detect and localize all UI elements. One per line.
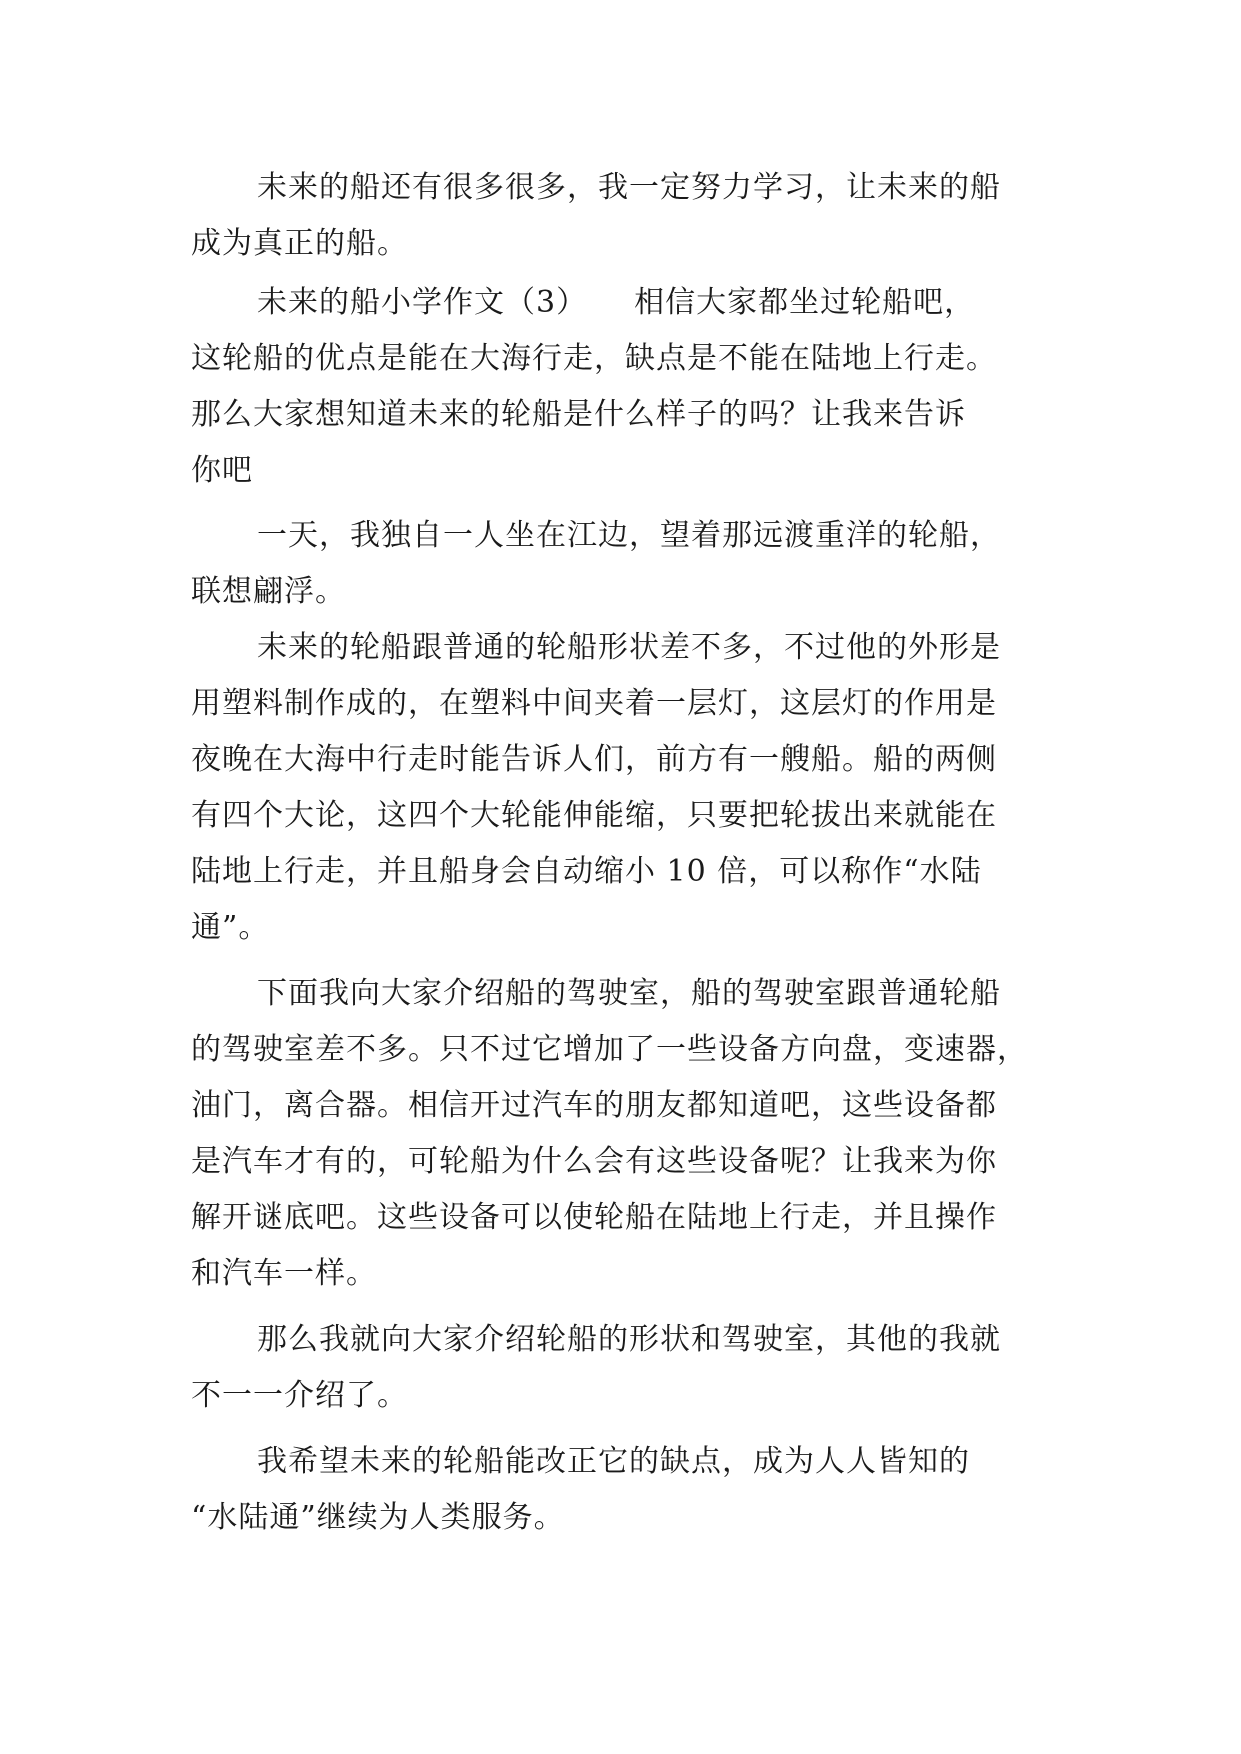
text-line: 是汽车才有的，可轮船为什么会有这些设备呢？让我来为你: [191, 1144, 997, 1179]
text-line: 未来的轮船跟普通的轮船形状差不多，不过他的外形是: [257, 630, 1001, 665]
text-line: 陆地上行走，并且船身会自动缩小 10 倍，可以称作“水陆: [191, 854, 982, 889]
text-line: 我希望未来的轮船能改正它的缺点，成为人人皆知的: [257, 1444, 970, 1479]
text-line: 油门，离合器。相信开过汽车的朋友都知道吧，这些设备都: [191, 1088, 997, 1123]
text-line: 那么我就向大家介绍轮船的形状和驾驶室，其他的我就: [257, 1322, 1001, 1357]
text-line: 夜晚在大海中行走时能告诉人们，前方有一艘船。船的两侧: [191, 742, 997, 777]
text-line: 通”。: [191, 910, 270, 945]
text-line: 下面我向大家介绍船的驾驶室，船的驾驶室跟普通轮船: [257, 976, 1001, 1011]
text-line: 一天，我独自一人坐在江边，望着那远渡重洋的轮船，: [257, 518, 1001, 553]
text-line: 用塑料制作成的，在塑料中间夹着一层灯，这层灯的作用是: [191, 686, 997, 721]
text-line: 未来的船还有很多很多，我一定努力学习，让未来的船: [257, 170, 1001, 205]
text-line: 联想翩浮。: [191, 574, 346, 609]
text-line: 不一一介绍了。: [191, 1378, 408, 1413]
text-line: “水陆通”继续为人类服务。: [191, 1500, 565, 1535]
text-line: 你吧: [191, 453, 253, 488]
text-line: 成为真正的船。: [191, 226, 408, 261]
text-line: 和汽车一样。: [191, 1256, 377, 1291]
text-line: 这轮船的优点是能在大海行走，缺点是不能在陆地上行走。: [191, 341, 997, 376]
text-line: 的驾驶室差不多。只不过它增加了一些设备方向盘，变速器，: [191, 1032, 1028, 1067]
text-line: 未来的船小学作文（3） 相信大家都坐过轮船吧，: [257, 285, 976, 320]
text-line: 解开谜底吧。这些设备可以使轮船在陆地上行走，并且操作: [191, 1200, 997, 1235]
text-line: 有四个大论，这四个大轮能伸能缩，只要把轮拔出来就能在: [191, 798, 997, 833]
text-line: 那么大家想知道未来的轮船是什么样子的吗？让我来告诉: [191, 397, 966, 432]
